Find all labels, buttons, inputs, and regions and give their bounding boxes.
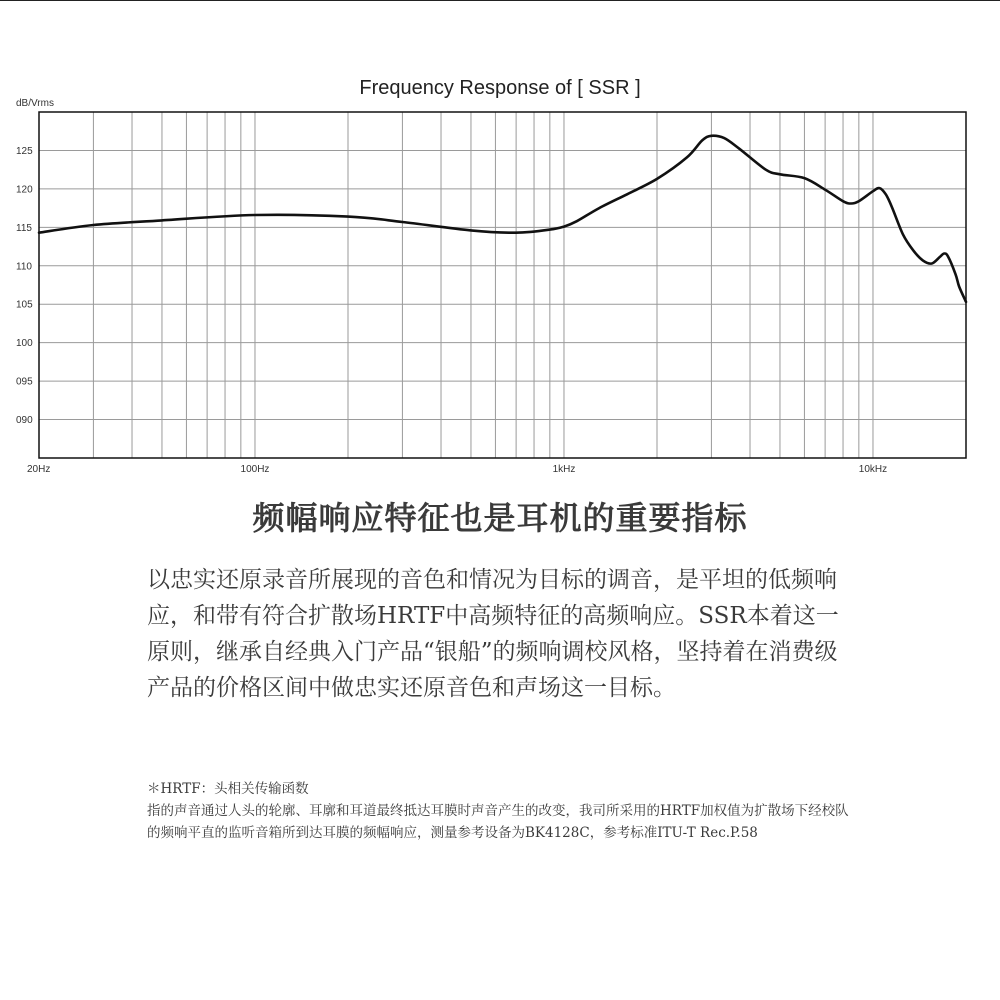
y-tick-label: 125 — [16, 145, 33, 157]
footnote-title: ＊HRTF：头相关传输函数 — [147, 781, 309, 797]
x-axis-ticks — [27, 464, 887, 475]
plot-frame — [39, 112, 966, 458]
y-tick-label: 105 — [16, 299, 33, 311]
chart-grid — [39, 112, 966, 458]
footnote-text: 指的声音通过人头的轮廓、耳廓和耳道最终抵达耳膜时声音产生的改变，我司所采用的HRTF加权值为扩散场下经校队的频响平直的监听音箱所到达耳膜的频幅响应，测量参考设备为BK4128C，参考标准ITU-T Rec.P.58 — [147, 803, 849, 841]
x-tick-label: 20Hz — [27, 464, 51, 475]
section-heading: 频幅响应特征也是耳机的重要指标 — [252, 499, 748, 537]
frequency-response-chart — [0, 0, 1000, 485]
x-tick-label: 10kHz — [858, 464, 888, 475]
x-tick-label: 1kHz — [552, 464, 576, 475]
y-tick-label: 100 — [16, 338, 33, 350]
y-tick-label: 115 — [16, 222, 32, 234]
y-axis-unit-label: dB/Vrms — [16, 98, 54, 109]
y-tick-label: 090 — [16, 415, 33, 427]
y-tick-label: 120 — [16, 184, 33, 196]
description-paragraph: 以忠实还原录音所展现的音色和情况为目标的调音，是平坦的低频响应，和带有符合扩散场HRTF中高频特征的高频响应。SSR本着这一原则，继承自经典入门产品“银船”的频响调校风格，坚持着在消费级产品的价格区间中做忠实还原音色和声场这一目标。 — [147, 567, 839, 701]
x-tick-label: 100Hz — [240, 464, 270, 475]
chart-title: Frequency Response of [ SSR ] — [359, 77, 641, 99]
hrtf-footnote — [147, 778, 852, 844]
y-axis-ticks — [16, 146, 33, 426]
frequency-response-line — [39, 136, 966, 302]
y-tick-label: 095 — [16, 376, 33, 388]
y-tick-label: 110 — [16, 261, 32, 273]
